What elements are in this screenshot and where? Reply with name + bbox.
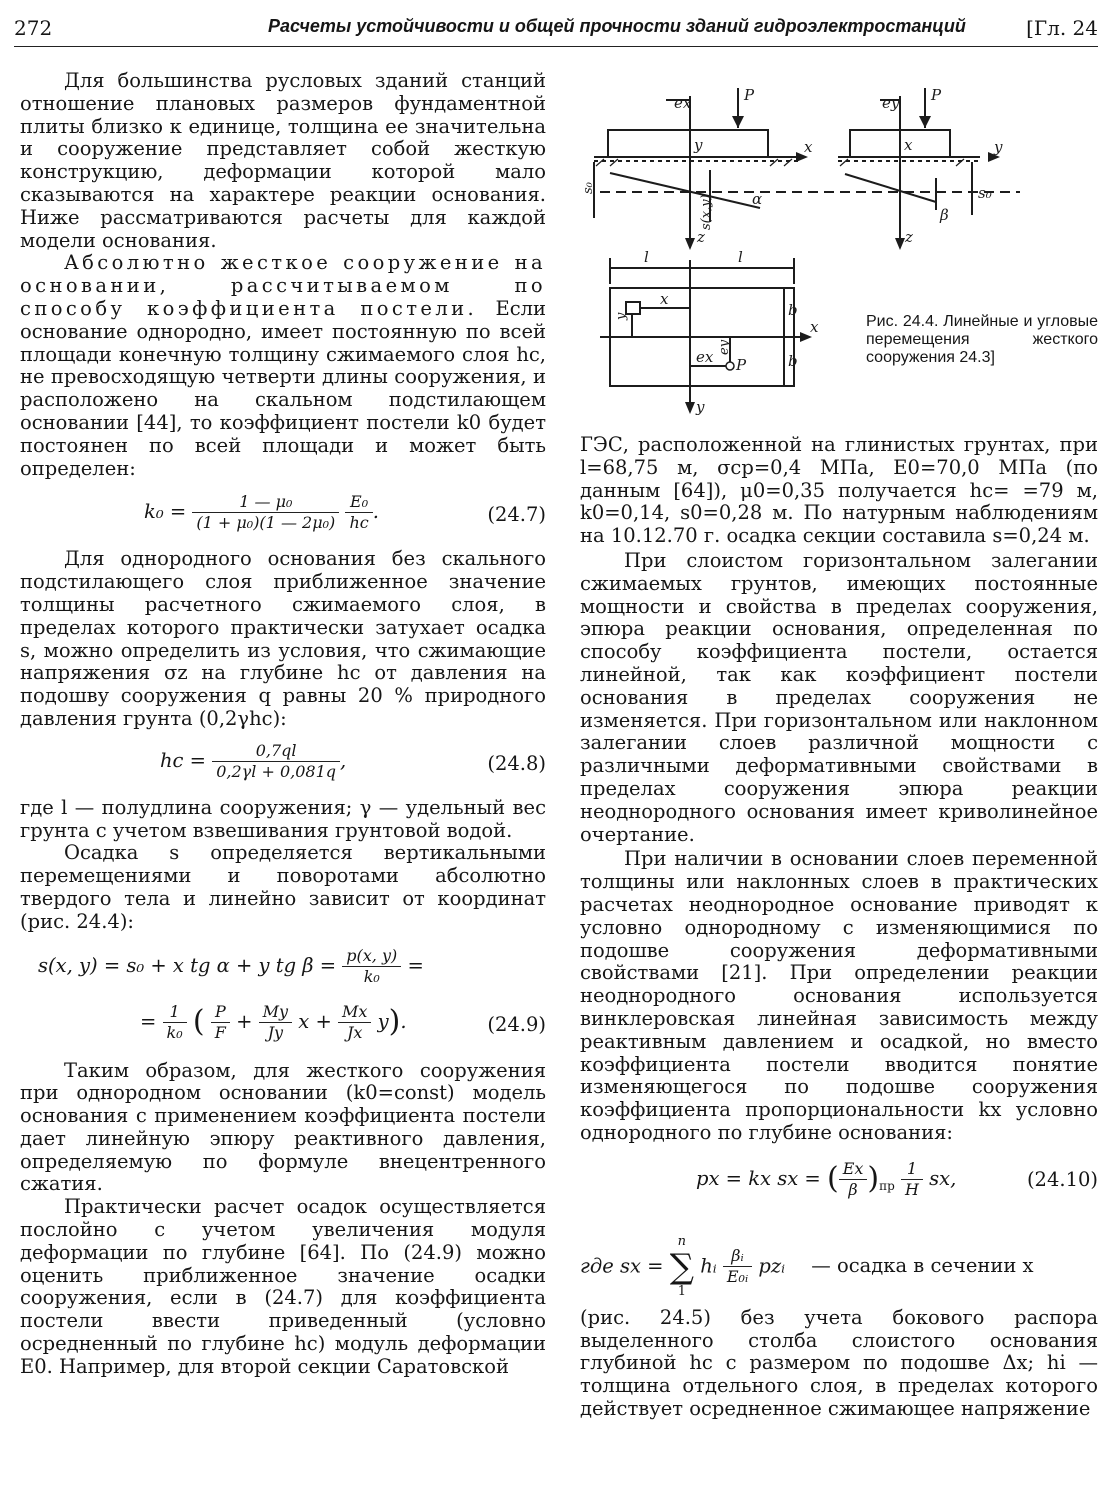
equation-24-7: k₀ = $\frac{\text{1 — μ₀}}{\text{(1 + μ₀)(1 — 2μ₀)}}$ $\frac{\text{E₀}}{hс}$ . (24.7) (144, 492, 546, 533)
label-z: z (697, 228, 705, 246)
paragraph: При наличии в основании слоев переменной толщины или наклонных слоев в практических расчетах неоднородное основание приводят к условно однородному с изменяющимися по подошве сооружения деформативными свойствами [21]. При определении реакции неоднородного основания используется винклеровская линейная зависимость между реактивным давлением и осадкой, но вместо коэффициента постели вводится понятие изменяющегося по подошве сооружения коэффициента пропорциональности kx условно однородного по глубине основания: (580, 847, 1098, 1144)
paragraph: Для большинства русловых зданий станций отношение плановых размеров фундаментной плиты близко к единице, толщина ее значительна и сооружение представляет собой жесткую конструкцию, деформации которой мало сказываются на характере реакции основания. Ниже рассматриваются расчеты для каждой модели основания. (20, 69, 546, 252)
numerator: P (211, 1002, 230, 1023)
numerator: 1 (901, 1159, 923, 1180)
numerator: 1 — μ₀ (192, 492, 339, 513)
equation-24-8: hс = $\frac{0,7ql}{0,2\gamma l + 0,081q}$ , (24.8) (160, 740, 546, 781)
fraction (192, 492, 339, 533)
sum-post: pzᵢ (758, 1254, 786, 1278)
label-y: y (994, 138, 1003, 156)
equation-24-10: px = kx sx = ( $\frac{Ex}{\beta}$ )$_{пр}$ $\frac{1}{H}$ sx, (24.10) (696, 1158, 1098, 1199)
fraction (345, 492, 372, 533)
numerator: p(x, y) (342, 946, 401, 967)
fraction (342, 946, 401, 987)
fraction (211, 1002, 230, 1043)
label-y: y (614, 312, 629, 320)
denominator: Jx (346, 1022, 363, 1042)
equation-number: (24.10) (1026, 1167, 1098, 1191)
label-ey: ey (717, 339, 732, 355)
eq-lhs: где sx = (580, 1254, 664, 1278)
eq-lhs: s(x, y) = s₀ + x tg α + y tg β = (38, 953, 337, 977)
equation-number: (24.9) (487, 1012, 546, 1036)
label-ey: ey (882, 94, 900, 112)
label-x: x (660, 290, 669, 308)
denominator: F (214, 1022, 226, 1042)
right-column (580, 434, 1098, 1421)
numerator: Ex (839, 1159, 868, 1180)
paragraph (20, 252, 546, 480)
page-number: 272 (14, 16, 53, 40)
equation-24-9b: = $\frac{1}{\text{k₀}}$ ( $\frac{P}{F}$ + $\frac{My}{Jy}$ x + $\frac{Mx}{Jx}$ y). (24.9) (140, 1001, 546, 1042)
label-y: y (696, 398, 705, 416)
label-ex: ex (674, 94, 692, 112)
equation-number: (24.7) (487, 503, 546, 527)
label-x: x (804, 138, 813, 156)
paragraph: ГЭС, расположенной на глинистых грунтах, при l=68,75 м, σср=0,4 МПа, E0=70,0 МПа (по данным [64]), μ0=0,35 получается hс= =79 м, k0=0,14, s0=0,28 м. По натурным наблюдениям на 10.12.70 г. осадка секции составила s=0,24 м. (580, 433, 1098, 548)
denominator: Jy (267, 1022, 284, 1042)
running-header (14, 12, 1098, 47)
equation-24-9a: s(x, y) = s₀ + x tg α + y tg β = $\frac{p(x, y)}{\text{k₀}}$ = (38, 945, 424, 986)
label-x: x (810, 318, 819, 336)
denominator: β (848, 1179, 858, 1199)
label-beta: β (940, 206, 949, 224)
paragraph: Таким образом, для жесткого сооружения при однородном основании (k0=const) модель основания с применением коэффициента постели дает линейную эпюру реактивного давления, определяемую по формуле внецентренного сжатия. (20, 1058, 546, 1196)
denominator: k₀ (166, 1022, 183, 1042)
label-p: P (736, 356, 747, 374)
label-l: l (738, 248, 743, 266)
running-title: Расчеты устойчивости и общей прочности зданий гидроэлектростанций (268, 16, 966, 36)
denominator: H (905, 1179, 919, 1199)
paragraph: Осадка s определяется вертикальными перемещениями и поворотами абсолютно твердого тела и линейно зависит от координат (рис. 24.4): (20, 841, 546, 933)
paragraph: Для однородного основания без скального подстилающего слоя приближенное значение толщины расчетного сжимаемого слоя, в пределах которого практически затухает осадка s, можно определить из условия, что сжимающие напряжения σz на глубине hс от давления на подошву сооружения q равны 20 % природного давления грунта (0,2γhс): (20, 547, 546, 730)
paragraph: Практически расчет осадок осуществляется послойно с учетом увеличения модуля деформации по глубине [64]. По (24.9) можно оценить приближенное значение осадки сооружения, если в (24.7) для коэффициента постели ввести приведенный (условно осредненный по глубине hс) модуль деформации E0. Например, для второй секции Саратовской (20, 1195, 546, 1378)
denominator: (1 + μ₀)(1 — 2μ₀) (196, 513, 336, 533)
equation-number: (24.8) (487, 751, 546, 775)
label-p: P (931, 86, 942, 104)
label-b: b (788, 352, 798, 370)
fraction (723, 1246, 752, 1287)
denominator: 0,2γl + 0,081q (216, 761, 336, 781)
fraction (163, 1002, 187, 1043)
sum-term: hᵢ (700, 1254, 717, 1278)
equation-sum: где sx = n ∑ 1 hᵢ $\frac{\text{βᵢ}}{\text{E₀ᵢ}}$ pzᵢ — осадка в сечении x (580, 1233, 1034, 1299)
eq-lhs: hс = (160, 748, 207, 772)
chapter-label: [Гл. 24 (1026, 16, 1098, 40)
label-p: P (744, 86, 755, 104)
eq-lhs: k₀ = (144, 500, 187, 524)
label-z: z (905, 228, 913, 246)
eq-lhs: px = kx sx = (696, 1166, 821, 1190)
numerator: My (259, 1002, 292, 1023)
label-y: y (694, 136, 703, 154)
label-s0: s₀ (978, 184, 992, 202)
paragraph: где l — полудлина сооружения; γ — удельный вес грунта с учетом взвешивания грунтовой водой. (20, 795, 546, 842)
subscript: пр (879, 1178, 895, 1193)
numerator: 0,7ql (212, 741, 340, 762)
label-l: l (644, 248, 649, 266)
figure-caption: Рис. 24.4. Линейные и угловые перемещения жесткого сооружения 24.3] (866, 313, 1098, 366)
fraction (901, 1159, 923, 1200)
sum-tail: — осадка в сечении x (811, 1254, 1034, 1278)
sum-lower: 1 (677, 1283, 686, 1299)
paragraph-text: Если основание однородно, имеет постоянную по всей площади конечную толщину сжимаемого слоя hс, не превосходящую четверти длины сооружения, и расположено на скальном подстилающем основании [44], то коэффициент постели k0 будет постоянен по всей площади и может быть определен: (20, 296, 546, 480)
figure-24-4 (580, 70, 1100, 420)
label-ex: ex (696, 348, 714, 366)
numerator: βᵢ (723, 1246, 752, 1267)
label-s0: s₀ (581, 182, 596, 194)
denominator: k₀ (363, 966, 380, 986)
label-sxy: s(x,y) (699, 194, 714, 230)
eq-rhs: sx, (929, 1166, 957, 1190)
fraction (839, 1159, 868, 1200)
label-b: b (788, 301, 798, 319)
sum-upper: n (677, 1233, 687, 1249)
eq-equals: = (140, 1009, 157, 1033)
fraction (338, 1002, 371, 1043)
label-alpha: α (752, 190, 763, 208)
paragraph: При слоистом горизонтальном залегании сжимаемых грунтов, имеющих постоянные мощности и свойства в пределах сооружения, эпюра реакции основания, определенная по способу коэффициента постели, остается линейной, так как коэффициент постели основания в пределах сооружения не изменяется. При горизонтальном или наклонном залегании слоев различной мощности с различными деформативными свойствами в пределах сооружения эпюра реакции неоднородного основания имеет криволинейное очертание. (580, 548, 1098, 846)
numerator: Mx (338, 1002, 371, 1023)
denominator: E₀ᵢ (726, 1267, 749, 1287)
denominator: hс (349, 513, 369, 533)
section-lead: Абсолютно жесткое сооружение на основании, рассчитываемом по способу коэффициента постели. (20, 251, 546, 320)
numerator: E₀ (345, 492, 372, 513)
left-column (20, 70, 546, 1379)
fraction (259, 1002, 292, 1043)
fraction (212, 741, 340, 782)
label-x: x (904, 136, 913, 154)
numerator: 1 (163, 1002, 187, 1023)
paragraph: (рис. 24.5) без учета бокового распора выделенного столба слоистого основания глубиной hс с размером по подошве Δx; hi — толщина отдельного слоя, в пределах которого действует осредненное сжимающее напряжение (580, 1305, 1098, 1420)
